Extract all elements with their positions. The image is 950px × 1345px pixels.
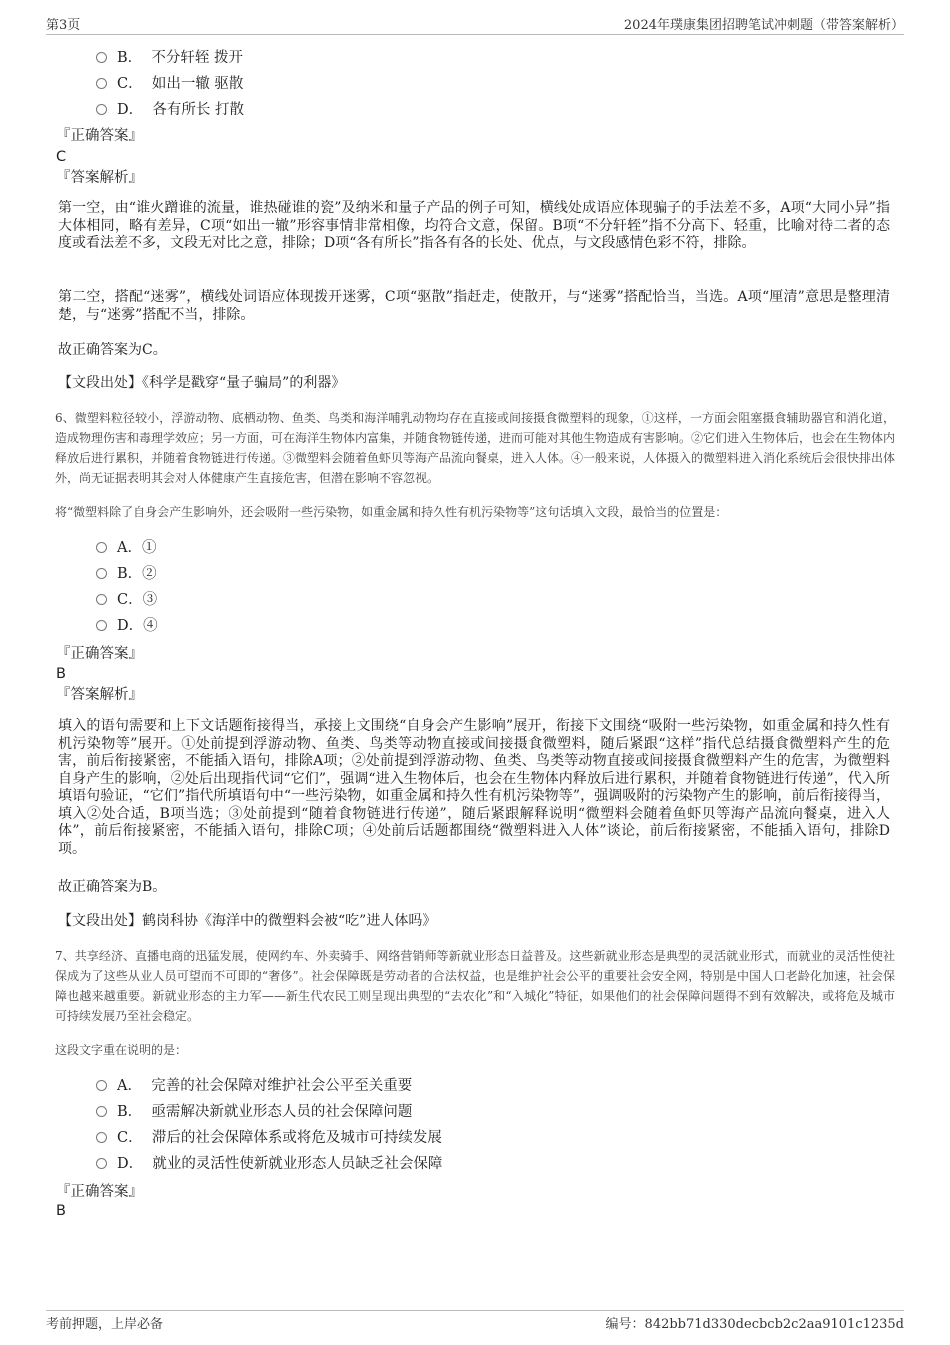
q5-answer: C [56, 149, 67, 165]
page-header [46, 14, 904, 34]
option-letter: B． [117, 1104, 143, 1120]
q6-answer-label: 『正确答案』 [56, 646, 143, 662]
radio-icon[interactable] [96, 1132, 107, 1143]
option-text: ④ [143, 618, 158, 634]
radio-icon[interactable] [96, 620, 107, 631]
q6-option-a[interactable] [96, 538, 156, 558]
q5-analysis-p2: 第二空，搭配“迷雾”，横线处词语应体现拨开迷雾，C项“驱散”指赶走，使散开，与“迷雾”搭配恰当，当选。A项“厘清”意思是整理清楚，与“迷雾”搭配不当，排除。 [58, 289, 890, 323]
option-text: 不分轩轾 拨开 [151, 50, 243, 66]
radio-icon[interactable] [96, 1158, 107, 1169]
q5-source: 【文段出处】《科学是戳穿“量子骗局”的利器》 [58, 375, 346, 391]
radio-icon[interactable] [96, 542, 107, 553]
radio-icon[interactable] [96, 568, 107, 579]
q5-analysis-label: 『答案解析』 [56, 170, 143, 186]
option-text: 如出一辙 驱散 [151, 76, 244, 92]
q6-option-b[interactable] [96, 564, 157, 584]
page-number: 第3页 [46, 18, 81, 33]
q6-question: 6、微塑料粒径较小，浮游动物、底栖动物、鱼类、鸟类和海洋哺乳动物均存在直接或间接摄食微塑料的现象，①这样，一方面会阻塞摄食辅助器官和消化道，造成物理伤害和毒理学效应；另一方面，可在海洋生物体内富集，并随食物链传递，进而可能对其他生物造成有害影响。②它们进入生物体后，也会在生物体内释放后进行累积，并随着食物链进行传递。③微塑料会随着鱼虾贝等海产品流向餐桌，进入人体。④一般来说，人体摄入的微塑料进入消化系统后会很快排出体外，尚无证据表明其会对人体健康产生直接危害，但潜在影响不容忽视。 [55, 411, 896, 485]
document-code: 编号：842bb71d330decbcb2c2aa9101c1235d [605, 1317, 904, 1332]
option-letter: C． [117, 1130, 143, 1146]
option-text: 滞后的社会保障体系或将危及城市可持续发展 [151, 1130, 442, 1146]
page-footer [46, 1313, 904, 1333]
q6-source: 【文段出处】鹤岗科协《海洋中的微塑料会被“吃”进人体吗》 [58, 913, 437, 929]
radio-icon[interactable] [96, 1080, 107, 1091]
q7-answer-label: 『正确答案』 [56, 1184, 143, 1200]
option-letter: B． [117, 50, 143, 66]
q5-option-d[interactable] [96, 100, 244, 120]
option-letter: C． [117, 76, 143, 92]
q6-option-c[interactable] [96, 590, 157, 610]
q7-question: 7、共享经济、直播电商的迅猛发展，使网约车、外卖骑手、网络营销师等新就业形态日益普及。这些新就业形态是典型的灵活就业形式，而就业的灵活性使社保成为了这些从业人员可望而不可即的“奢侈”。社会保障既是劳动者的合法权益，也是维护社会公平的重要社会安全网，特别是中国人口老龄化加速，社会保障也越来越重要。新就业形态的主力军——新生代农民工则呈现出典型的“去农化”和“入城化”特征，如果他们的社会保障问题得不到有效解决，或将危及城市可持续发展乃至社会稳定。 [55, 949, 895, 1023]
q5-analysis-p1: 第一空，由“谁火蹭谁的流量，谁热碰谁的瓷”及纳米和量子产品的例子可知，横线处成语应体现骗子的手法差不多，A项“大同小异”指大体相同，略有差异，C项“如出一辙”形容事情非常相像，均符合文意，保留。B项“不分轩轾”指不分高下、轻重，比喻对待二者的态度或看法差不多，文段无对比之意，排除；D项“各有所长”指各有各的长处、优点，与文段感情色彩不符，排除。 [58, 200, 890, 251]
q6-analysis-p1: 填入的语句需要和上下文话题衔接得当，承接上文围绕“自身会产生影响”展开，衔接下文围绕“吸附一些污染物，如重金属和持久性有机污染物等”展开。①处前提到浮游动物、鱼类、鸟类等动物直接或间接摄食微塑料，随后紧跟“这样”指代总结摄食微塑料产生的危害，前后衔接紧密，不能插入语句，排除A项；②处前提到浮游动物、鱼类、鸟类等动物直接或间接摄食微塑料产生的危害，为微塑料自身产生的影响，②处后出现指代词“它们”，强调“进入生物体后，也会在生物体内释放后进行累积，并随着食物链进行传递”，代入所填语句验证，“它们”指代所填语句中“一些污染物，如重金属和持久性有机污染物等”，强调吸附的污染物产生的影响，前后衔接得当，填入②处合适，B项当选；③处前提到“随着食物链进行传递”，随后紧跟解释说明“微塑料会随着鱼虾贝等海产品流向餐桌，进入人体”，前后衔接紧密，不能插入语句，排除C项；④处前后话题都围绕“微塑料进入人体”谈论，前后衔接紧密，不能插入语句，排除D项。 [58, 718, 890, 857]
radio-icon[interactable] [96, 104, 107, 115]
q6-prompt: 将“微塑料除了自身会产生影响外，还会吸附一些污染物，如重金属和持久性有机污染物等”这句话填入文段，最恰当的位置是： [55, 505, 728, 519]
option-text: ① [141, 540, 157, 556]
q7-option-c[interactable] [96, 1128, 442, 1148]
q6-option-d[interactable] [96, 616, 158, 636]
footer-divider [46, 1310, 904, 1311]
option-text: 完善的社会保障对维护社会公平至关重要 [151, 1078, 413, 1094]
q6-answer: B [56, 666, 66, 682]
document-title: 2024年璞康集团招聘笔试冲刺题（带答案解析） [623, 18, 904, 33]
q7-option-b[interactable] [96, 1102, 412, 1122]
radio-icon[interactable] [96, 594, 107, 605]
q6-conclusion: 故正确答案为B。 [58, 879, 167, 895]
option-letter: C． [117, 592, 143, 608]
option-letter: A． [117, 540, 142, 556]
header-divider [46, 34, 904, 35]
option-text: ② [142, 566, 157, 582]
option-letter: B． [117, 566, 143, 582]
option-text: 就业的灵活性使新就业形态人员缺乏社会保障 [152, 1156, 443, 1172]
radio-icon[interactable] [96, 1106, 107, 1117]
q5-option-c[interactable] [96, 74, 243, 94]
option-text: ③ [142, 592, 158, 608]
q5-conclusion: 故正确答案为C。 [58, 342, 167, 358]
q5-option-b[interactable] [96, 48, 243, 68]
option-letter: A． [117, 1078, 142, 1094]
option-text: 亟需解决新就业形态人员的社会保障问题 [151, 1104, 413, 1120]
q7-prompt: 这段文字重在说明的是： [55, 1043, 188, 1057]
q7-answer: B [56, 1203, 66, 1219]
option-text: 各有所长 打散 [152, 102, 244, 118]
q5-answer-label: 『正确答案』 [56, 128, 143, 144]
q6-analysis-label: 『答案解析』 [56, 687, 143, 703]
option-letter: D． [117, 618, 144, 634]
option-letter: D． [117, 1156, 144, 1172]
q7-option-d[interactable] [96, 1154, 442, 1174]
option-letter: D． [117, 102, 144, 118]
radio-icon[interactable] [96, 78, 107, 89]
footer-slogan: 考前押题，上岸必备 [46, 1317, 164, 1332]
radio-icon[interactable] [96, 52, 107, 63]
q7-option-a[interactable] [96, 1076, 412, 1096]
